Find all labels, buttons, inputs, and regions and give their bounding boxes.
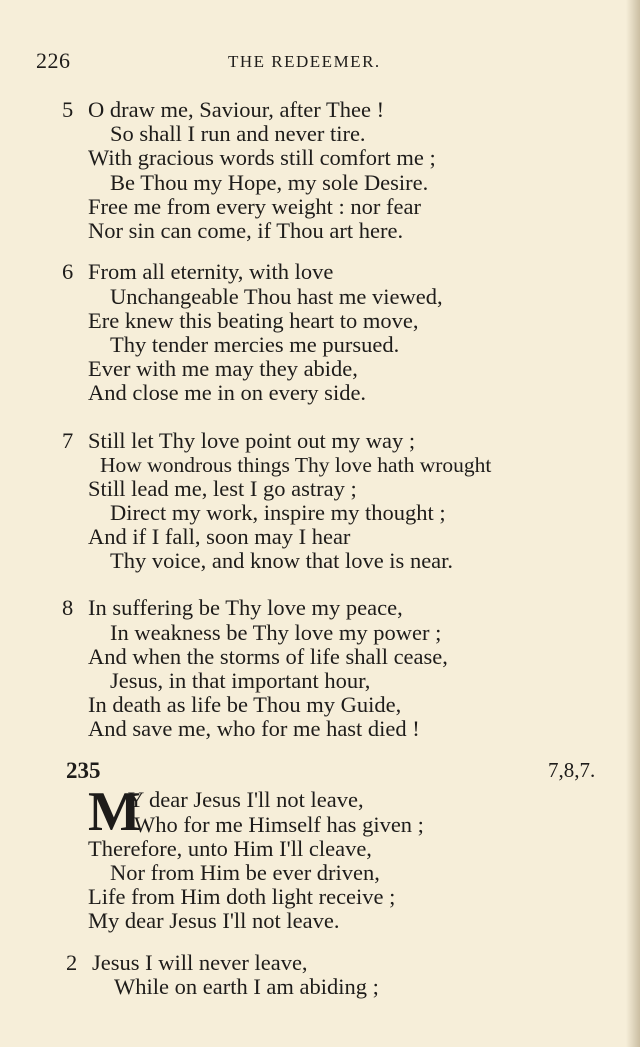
verse-line: Be Thou my Hope, my sole Desire. bbox=[110, 170, 429, 195]
verse-line: Nor from Him be ever driven, bbox=[110, 860, 380, 885]
hymn-meter: 7,8,7. bbox=[548, 758, 596, 782]
verse-line: Jesus, in that important hour, bbox=[110, 668, 371, 693]
page-number: 226 bbox=[36, 48, 71, 73]
verse-line: With gracious words still comfort me ; bbox=[88, 145, 436, 170]
verse-line: Still lead me, lest I go astray ; bbox=[88, 476, 357, 501]
verse-line: And if I fall, soon may I hear bbox=[88, 524, 351, 549]
verse-number: 5 bbox=[62, 97, 74, 122]
verse-line: Therefore, unto Him I'll cleave, bbox=[88, 836, 372, 861]
verse-line: And save me, who for me hast died ! bbox=[88, 716, 420, 741]
verse-line: Who for me Himself has given ; bbox=[134, 812, 424, 837]
page-header bbox=[36, 48, 604, 78]
verse-line: Ere knew this beating heart to move, bbox=[88, 308, 419, 333]
verse-line: And close me in on every side. bbox=[88, 380, 367, 405]
verse-line: While on earth I am abiding ; bbox=[114, 974, 379, 999]
verse-line: In death as life be Thou my Guide, bbox=[88, 692, 402, 717]
verse-line: Jesus I will never leave, bbox=[92, 950, 308, 975]
verse-line: Free me from every weight : nor fear bbox=[88, 194, 421, 219]
running-head: THE REDEEMER. bbox=[228, 52, 381, 71]
verse-number: 2 bbox=[66, 950, 78, 975]
verse-line: And when the storms of life shall cease, bbox=[88, 644, 448, 669]
verse-line: In weakness be Thy love my power ; bbox=[110, 620, 442, 645]
verse-line: Nor sin can come, if Thou art here. bbox=[88, 218, 404, 243]
verse-line: Thy tender mercies me pursued. bbox=[110, 332, 400, 357]
verse-line: Thy voice, and know that love is near. bbox=[110, 548, 454, 573]
verse-line: How wondrous things Thy love hath wrought bbox=[100, 453, 492, 477]
verse-line: Direct my work, inspire my thought ; bbox=[110, 500, 446, 525]
verse-line: Unchangeable Thou hast me viewed, bbox=[110, 284, 443, 309]
page-edge-shadow bbox=[626, 0, 640, 1047]
verse-line: So shall I run and never tire. bbox=[110, 121, 366, 146]
verse-number: 8 bbox=[62, 595, 74, 620]
hymn-number: 235 bbox=[66, 758, 101, 783]
verse-line: In suffering be Thy love my peace, bbox=[88, 595, 403, 620]
verse-line: Still let Thy love point out my way ; bbox=[88, 428, 416, 453]
verse-number: 7 bbox=[62, 428, 74, 453]
verse-line: Ever with me may they abide, bbox=[88, 356, 358, 381]
verse-line: From all eternity, with love bbox=[88, 259, 334, 284]
verse-line: My dear Jesus I'll not leave. bbox=[88, 908, 340, 933]
verse-line: Y dear Jesus I'll not leave, bbox=[128, 787, 364, 812]
verse-line: Life from Him doth light receive ; bbox=[88, 884, 396, 909]
drop-cap: M bbox=[88, 781, 141, 843]
verse-number: 6 bbox=[62, 259, 74, 284]
verse-line: O draw me, Saviour, after Thee ! bbox=[88, 97, 385, 122]
